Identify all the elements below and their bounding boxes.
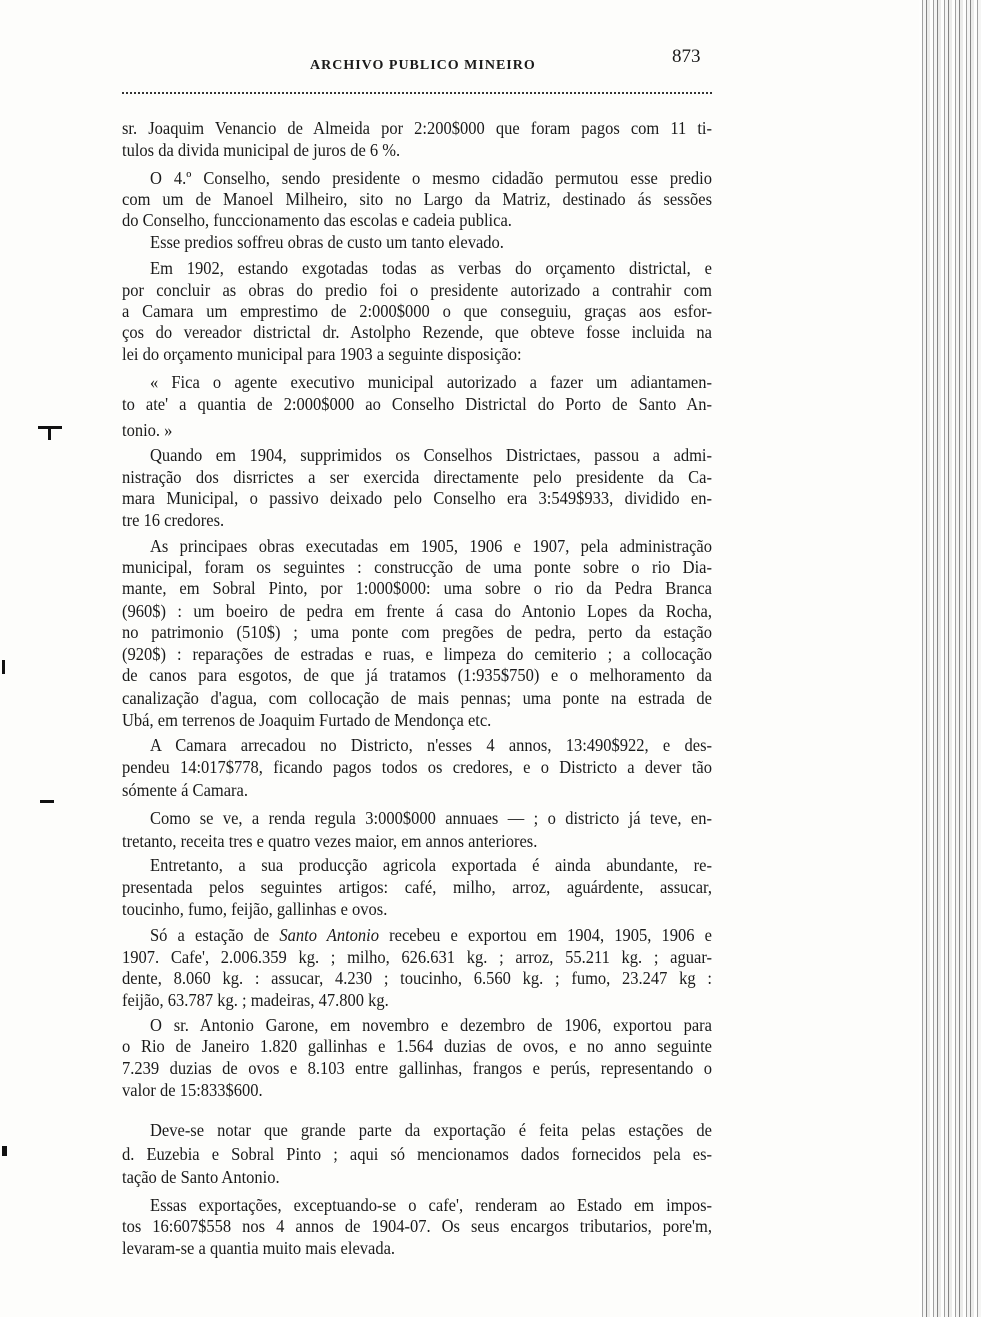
text-line: nistração dos disrrictes a ser exercida directamente pelo presidente da Ca- [122, 467, 712, 488]
text-line: levaram-se a quantia muito mais elevada. [122, 1238, 396, 1259]
scan-artifact-mark [2, 660, 5, 674]
text-line: feijão, 63.787 kg. ; madeiras, 47.800 kg. [122, 990, 389, 1011]
text-line: a Camara um emprestimo de 2:000$000 o que conseguiu, graças aos esfor- [122, 301, 712, 322]
scan-artifact-mark [2, 1146, 7, 1156]
running-header: ARCHIVO PUBLICO MINEIRO [310, 58, 536, 73]
text-line: mante, em Sobral Pinto, por 1:000$000: uma sobre o rio da Pedra Branca [122, 578, 712, 599]
text-line: O 4.º Conselho, sendo presidente o mesmo cidadão permutou esse predio [150, 168, 712, 189]
text-line: com um de Manoel Milheiro, sito no Largo da Matriz, destinado ás sessões [122, 189, 712, 210]
text-line: 7.239 duzias de ovos e 8.103 entre gallinhas, frangos e perús, representando o [122, 1058, 712, 1079]
text-segment: Só a estação de [150, 925, 280, 946]
page-number: 873 [672, 46, 701, 67]
text-line: lei do orçamento municipal para 1903 a seguinte disposição: [122, 344, 522, 365]
text-line: Deve-se notar que grande parte da exportação é feita pelas estações de [150, 1120, 712, 1141]
text-segment: recebeu e exportou em 1904, 1905, 1906 e [379, 925, 712, 946]
text-line: tulos da divida municipal de juros de 6 %. [122, 140, 401, 161]
text-line: pendeu 14:017$778, ficando pagos todos os credores, e o Districto a dever tão [122, 757, 712, 778]
text-line: O sr. Antonio Garone, em novembro e dezembro de 1906, exportou para [150, 1015, 712, 1036]
text-line: tretanto, receita tres e quatro vezes maior, em annos anteriores. [122, 831, 538, 852]
text-line: do Conselho, funccionamento das escolas e cadeia publica. [122, 210, 512, 231]
text-line: canalização d'agua, com collocação de mais pennas; uma ponte na estrada de [122, 688, 712, 709]
text-line: 1907. Cafe', 2.006.359 kg. ; milho, 626.631 kg. ; arroz, 55.211 kg. ; aguar- [122, 947, 712, 968]
text-line: (960$) : um boeiro de pedra em frente á casa do Antonio Lopes da Rocha, [122, 601, 712, 622]
text-line: presentada pelos seguintes artigos: café, milho, arroz, aguárdente, assucar, [122, 877, 712, 898]
text-line: d. Euzebia e Sobral Pinto ; aqui só mencionamos dados fornecidos pela es- [122, 1144, 712, 1165]
text-line: de canos para esgotos, de que já tratamos (1:935$750) e o melhoramento da [122, 665, 712, 686]
text-line: (920$) : reparações de estradas e ruas, e limpeza do cemiterio ; a collocação [122, 644, 712, 665]
text-line: to ate' a quantia de 2:000$000 ao Conselho Districtal do Porto de Santo An- [122, 394, 712, 415]
header-rule [122, 92, 712, 94]
text-line: tonio. » [122, 420, 173, 441]
text-line: municipal, foram os seguintes : construcção de uma ponte sobre o rio Dia- [122, 557, 712, 578]
text-line: toucinho, fumo, feijão, gallinhas e ovos. [122, 899, 388, 920]
text-line: dente, 8.060 kg. : assucar, 4.230 ; toucinho, 6.560 kg. ; fumo, 23.247 kg : [122, 968, 712, 989]
text-line: Quando em 1904, supprimidos os Conselhos Districtaes, passou a admi- [150, 445, 712, 466]
text-line: no patrimonio (510$) ; uma ponte com pregões de pedra, perto da estação [122, 622, 712, 643]
text-line: A Camara arrecadou no Districto, n'esses 4 annos, 13:490$922, e des- [150, 735, 712, 756]
scan-artifact-mark [48, 426, 51, 440]
text-line: mara Municipal, o passivo deixado pelo Conselho era 3:549$933, dividido en- [122, 488, 712, 509]
text-line: As principaes obras executadas em 1905, 1906 e 1907, pela administração [150, 536, 712, 557]
text-line: sómente á Camara. [122, 780, 248, 801]
text-line: tação de Santo Antonio. [122, 1167, 280, 1188]
text-line: Entretanto, a sua producção agricola exportada é ainda abundante, re- [150, 855, 712, 876]
text-line: Essas exportações, exceptuando-se o cafe', renderam ao Estado em impos- [150, 1195, 712, 1216]
text-line: tos 16:607$558 nos 4 annos de 1904-07. Os seus encargos tributarios, pore'm, [122, 1216, 712, 1237]
text-line: valor de 15:833$600. [122, 1080, 263, 1101]
text-line: Em 1902, estando exgotadas todas as verbas do orçamento districtal, e [150, 258, 712, 279]
text-line: sr. Joaquim Venancio de Almeida por 2:200$000 que foram pagos com 11 ti- [122, 118, 712, 139]
text-line: o Rio de Janeiro 1.820 gallinhas e 1.564 duzias de ovos, e no anno seguinte [122, 1036, 712, 1057]
text-line [150, 925, 712, 947]
text-line: « Fica o agente executivo municipal autorizado a fazer um adiantamen- [150, 372, 712, 393]
text-line: Como se ve, a renda regula 3:000$000 annuaes — ; o districto já teve, en- [150, 808, 712, 829]
text-line: Ubá, em terrenos de Joaquim Furtado de Mendonça etc. [122, 710, 492, 731]
text-line: tre 16 credores. [122, 510, 225, 531]
italic-place-name: Santo Antonio [279, 925, 380, 946]
text-line: ços do vereador districtal dr. Astolpho Rezende, que obteve fosse incluida na [122, 322, 712, 343]
text-line: Esse predios soffreu obras de custo um tanto elevado. [150, 232, 504, 253]
book-binding-edge [919, 0, 981, 1317]
text-line: por concluir as obras do predio foi o presidente autorizado a contrahir com [122, 280, 712, 301]
scan-artifact-mark [40, 800, 54, 803]
